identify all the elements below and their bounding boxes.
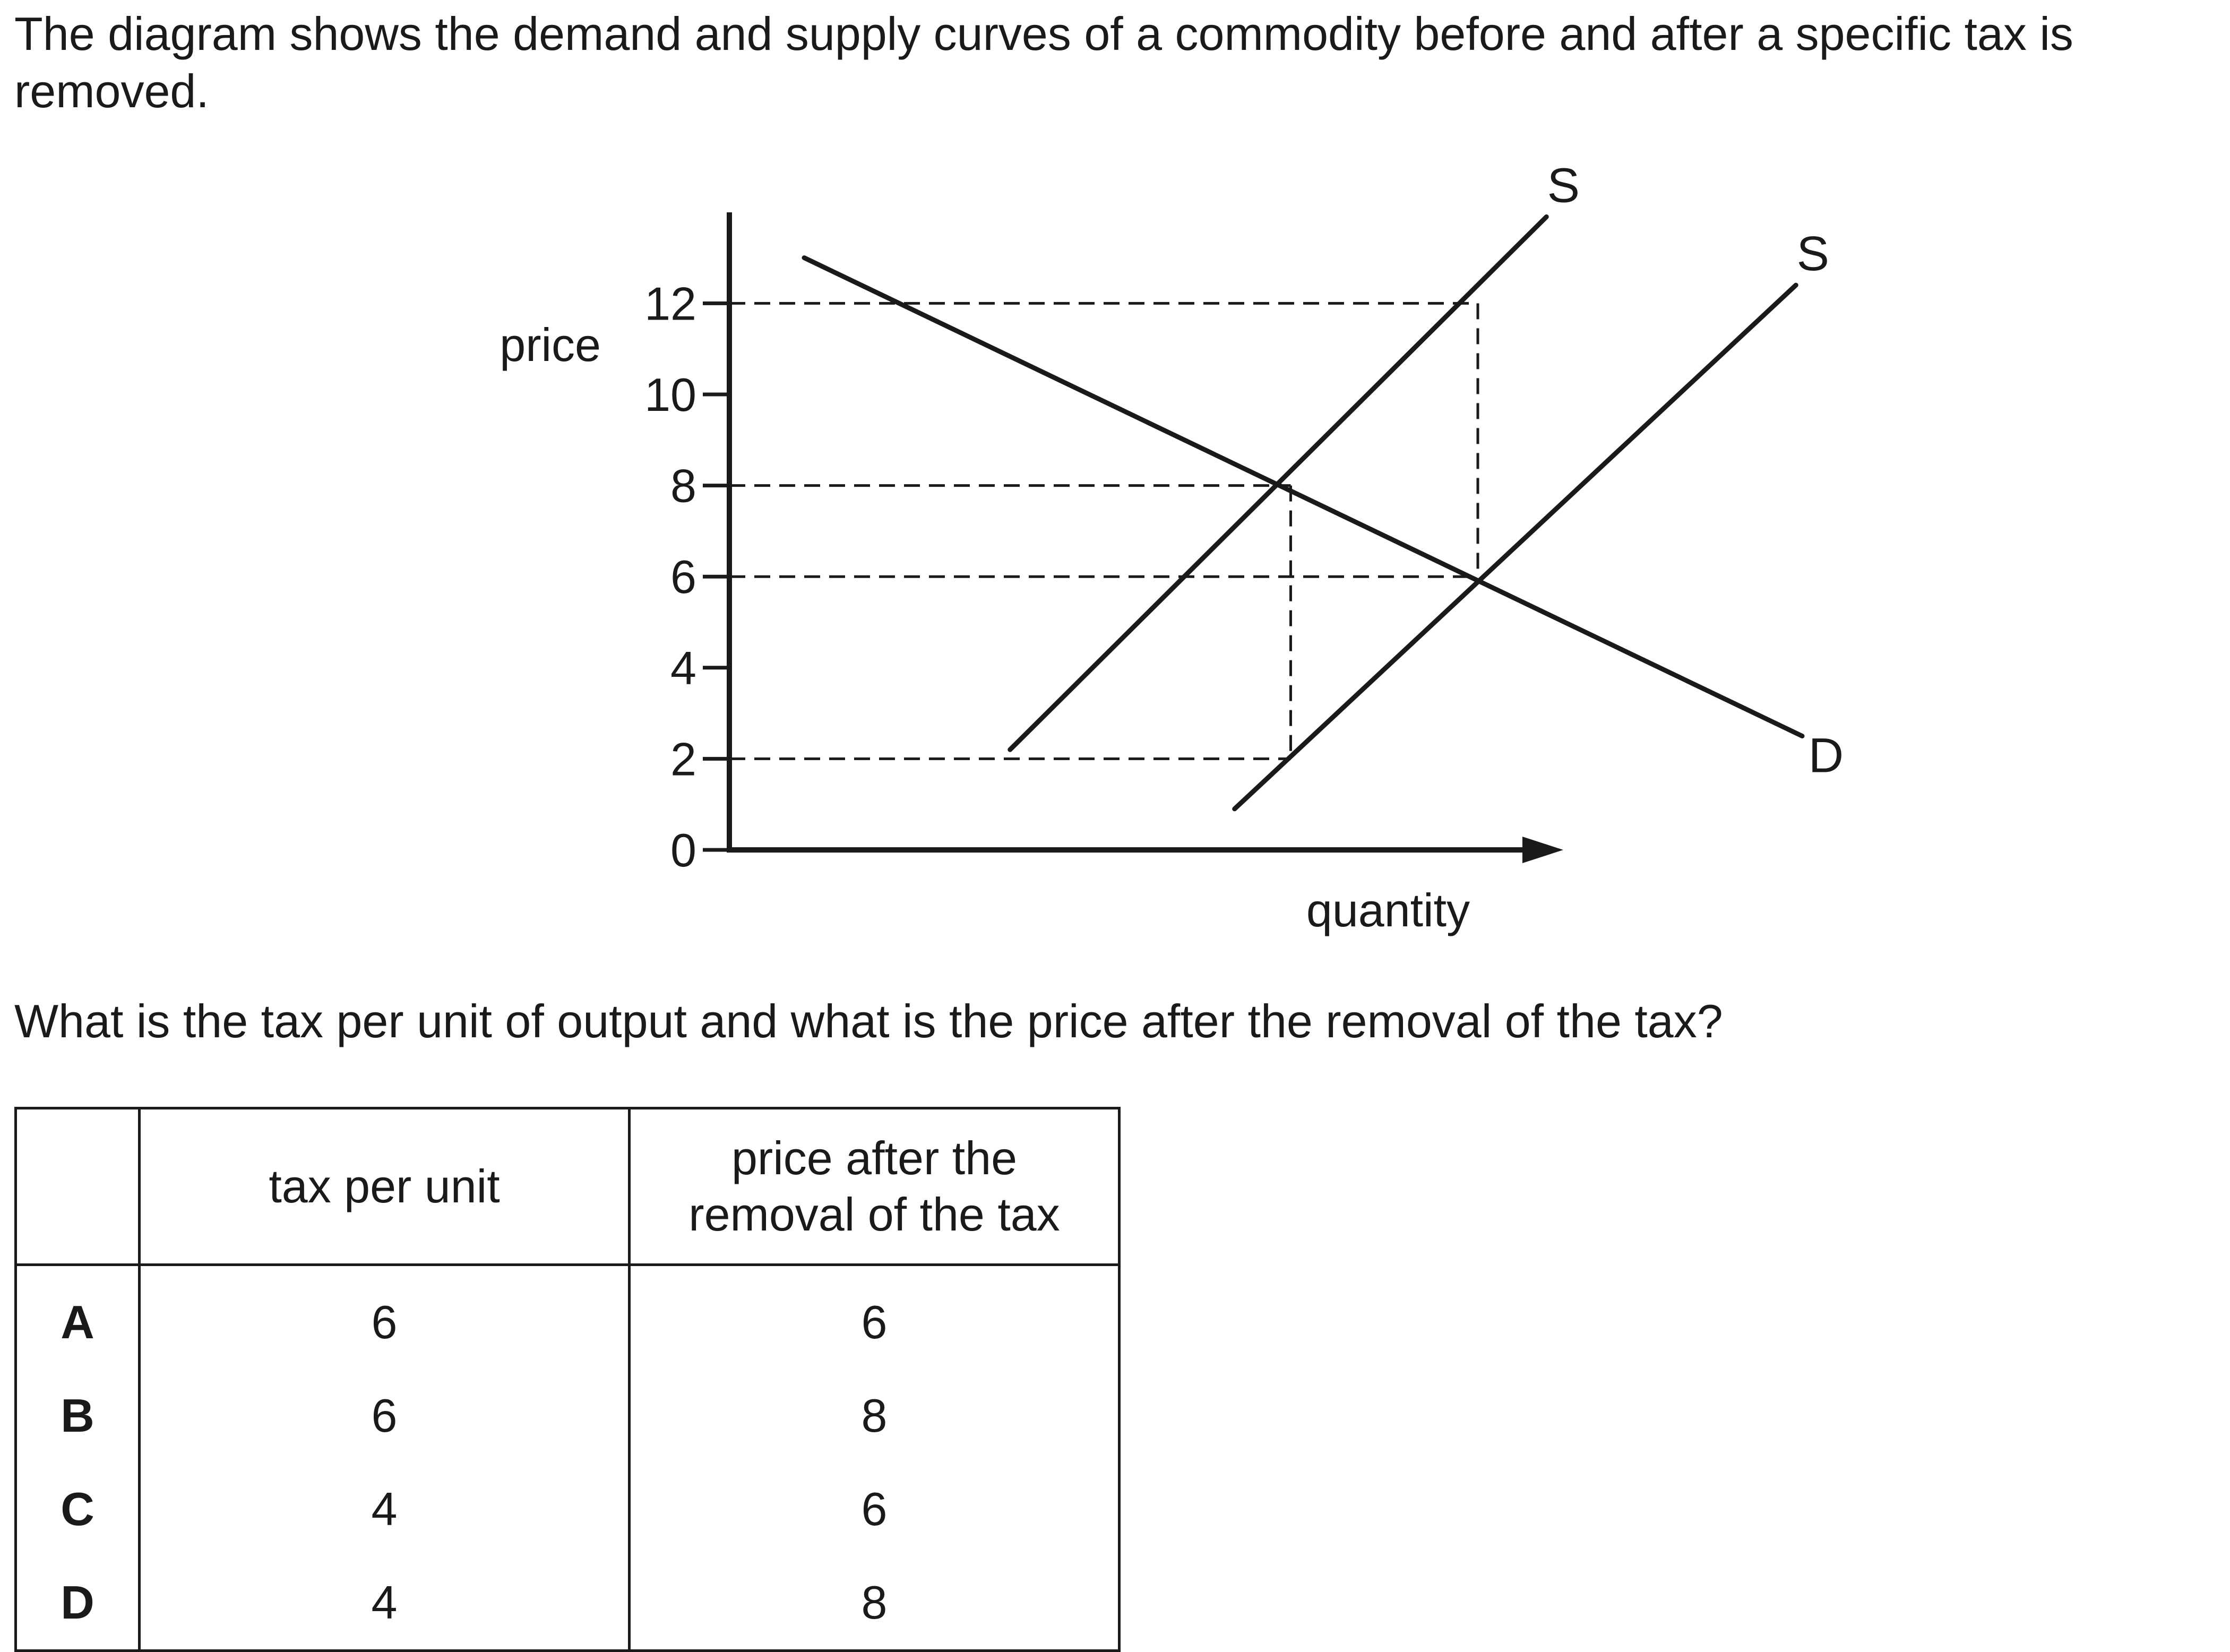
y-tick-label: 10 bbox=[644, 368, 696, 421]
y-tick-label: 12 bbox=[644, 277, 696, 330]
y-tick-label: 8 bbox=[670, 459, 696, 512]
intro-text: The diagram shows the demand and supply curves of a commodity before and after a specific tax is removed. bbox=[14, 7, 2073, 117]
option-row-c[interactable] bbox=[16, 1462, 1120, 1556]
y-tick-label: 4 bbox=[670, 641, 696, 694]
header-price-line2: removal of the tax bbox=[688, 1188, 1060, 1241]
option-key: D bbox=[16, 1556, 140, 1651]
option-tax: 6 bbox=[140, 1369, 630, 1462]
option-key: B bbox=[16, 1369, 140, 1462]
y-tick-label: 2 bbox=[670, 733, 696, 786]
option-price: 6 bbox=[630, 1265, 1120, 1370]
header-key-cell bbox=[16, 1108, 140, 1265]
header-tax-per-unit: tax per unit bbox=[140, 1108, 630, 1265]
header-price-after-removal bbox=[630, 1108, 1120, 1265]
supply-curve-label: S bbox=[1796, 227, 1829, 281]
header-price-line1: price after the bbox=[731, 1132, 1018, 1184]
option-price: 6 bbox=[630, 1462, 1120, 1556]
supply-curve-label: S bbox=[1547, 158, 1580, 213]
question-text: What is the tax per unit of output and what is the price after the removal of the tax? bbox=[14, 995, 1723, 1047]
curves bbox=[804, 158, 1844, 808]
y-axis-ticks bbox=[644, 277, 729, 876]
answer-options-table bbox=[14, 1107, 1121, 1652]
option-tax: 4 bbox=[140, 1556, 630, 1651]
supply-curve-2 bbox=[1235, 285, 1796, 809]
option-row-a[interactable] bbox=[16, 1265, 1120, 1370]
option-tax: 6 bbox=[140, 1265, 630, 1370]
axes bbox=[727, 212, 1563, 863]
dashed-guide-lines bbox=[729, 303, 1478, 759]
table-header-row bbox=[16, 1108, 1120, 1265]
y-tick-label: 0 bbox=[670, 824, 696, 876]
option-key: A bbox=[16, 1265, 140, 1370]
option-row-b[interactable] bbox=[16, 1369, 1120, 1462]
x-axis-arrowhead bbox=[1522, 837, 1563, 863]
option-price: 8 bbox=[630, 1369, 1120, 1462]
option-key: C bbox=[16, 1462, 140, 1556]
option-tax: 4 bbox=[140, 1462, 630, 1556]
demand-curve bbox=[804, 258, 1802, 736]
option-row-d[interactable] bbox=[16, 1556, 1120, 1651]
y-axis-label: price bbox=[500, 319, 601, 371]
x-axis-label: quantity bbox=[1306, 884, 1470, 936]
demand-curve-label: D bbox=[1808, 728, 1844, 783]
y-tick-label: 6 bbox=[670, 550, 696, 604]
option-price: 8 bbox=[630, 1556, 1120, 1651]
